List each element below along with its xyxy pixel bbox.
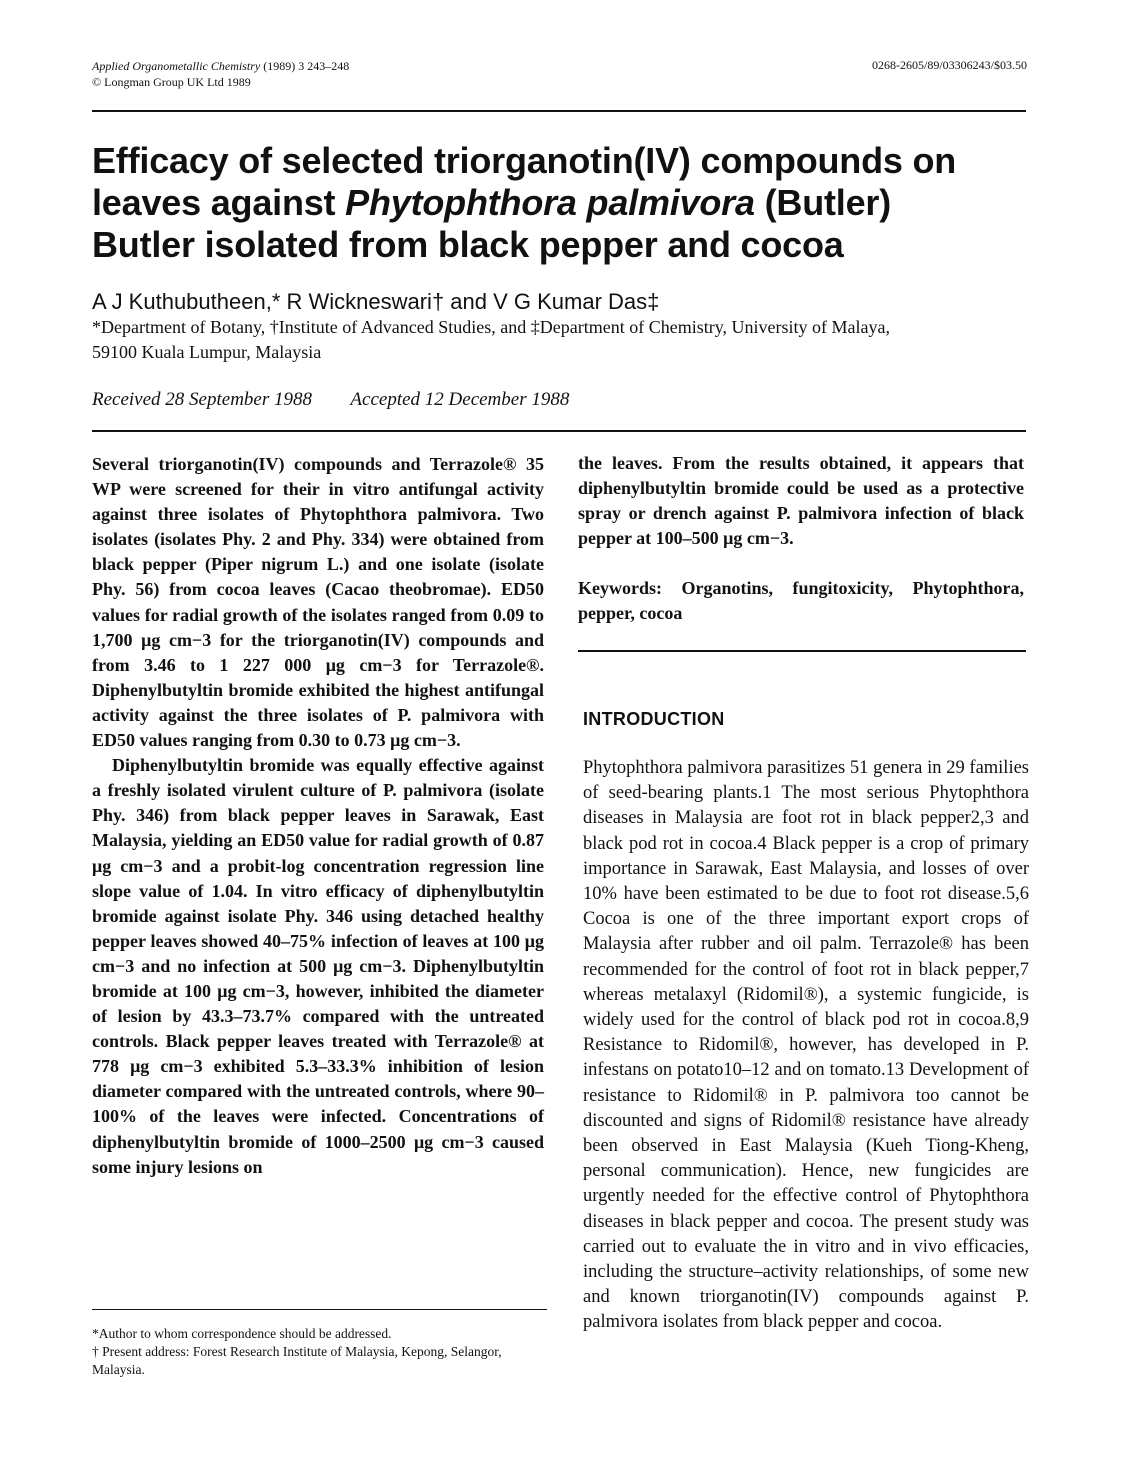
title-line-1: Efficacy of selected triorganotin(IV) compounds on bbox=[92, 140, 957, 181]
accepted-date: Accepted 12 December 1988 bbox=[350, 389, 570, 410]
received-date: Received 28 September 1988 bbox=[92, 389, 312, 410]
title-species: Phytophthora palmivora bbox=[345, 182, 755, 223]
author-list: A J Kuthubutheen,* R Wickneswari† and V G Kumar Das‡ bbox=[92, 289, 660, 314]
introduction-text bbox=[583, 756, 1029, 1336]
affiliations bbox=[92, 315, 1032, 365]
abstract-right-column bbox=[578, 451, 1024, 551]
affiliation-line-1: *Department of Botany, †Institute of Advanced Studies, and ‡Department of Chemistry, University of Malaya, bbox=[92, 317, 890, 337]
section-heading-introduction: INTRODUCTION bbox=[583, 709, 725, 729]
journal-citation: (1989) 3 243–248 bbox=[263, 59, 350, 73]
abstract-end-rule bbox=[578, 650, 1026, 652]
title-line-2-end: (Butler) bbox=[754, 182, 892, 223]
abstract-paragraph-2: Diphenylbutyltin bromide was equally effective against a freshly isolated virulent culture of P. palmivora (isolate Phy. 346) from black pepper leaves in Sarawak, East Malaysia, yielding an ED50 value for radial growth of 0.87 μg cm−3 and a probit-log concentration regression line slope value of 1.04. In vitro efficacy of diphenylbutyltin bromide against isolate Phy. 346 using detached healthy pepper leaves showed 40–75% infection of leaves at 100 μg cm−3 and no infection at 500 μg cm−3. Diphenylbutyltin bromide at 100 μg cm−3, however, inhibited the diameter of lesion by 43.3–73.7% compared with the untreated controls. Black pepper leaves treated with Terrazole® at 778 μg cm−3 exhibited 5.3–33.3% inhibition of lesion diameter compared with the untreated controls, where 90–100% of the leaves were infected. Concentrations of diphenylbutyltin bromide of 1000–2500 μg cm−3 caused some injury lesions on bbox=[92, 755, 544, 1177]
abstract-top-rule bbox=[92, 430, 1026, 432]
copyright-line: © Longman Group UK Ltd 1989 bbox=[92, 75, 251, 89]
introduction-paragraph: Phytophthora palmivora parasitizes 51 genera in 29 families of seed-bearing plants.1 The most serious Phytophthora diseases in Malaysia are foot rot in black pepper2,3 and black pod rot in cocoa.4 Black pepper is a crop of primary importance in Sarawak, East Malaysia, and losses of over 10% have been estimated to be due to foot rot disease.5,6 Cocoa is one of the three important export crops of Malaysia after rubber and oil palm. Terrazole® has been recommended for the control of foot rot in black pepper,7 whereas metalaxyl (Ridomil®), a systemic fungicide, is widely used for the control of black pod rot in cocoa.8,9 Resistance to Ridomil®, however, has developed in P. infestans on potato10–12 and on tomato.13 Development of resistance to Ridomil® in P. palmivora too cannot be discounted and signs of Ridomil® resistance have already been observed in East Malaysia (Kueh Tiong-Kheng, personal communication). Hence, new fungicides are urgently needed for the effective control of Phytophthora diseases in black pepper and cocoa. The present study was carried out to evaluate the in vitro and in vivo efficacies, including the structure–activity relationships, of some new and known triorganotin(IV) compounds against P. palmivora isolates from black pepper and cocoa. bbox=[583, 758, 1029, 1333]
footnote-present-address: † Present address: Forest Research Institute of Malaysia, Kepong, Selangor, Malaysia. bbox=[92, 1344, 502, 1377]
submission-dates bbox=[92, 389, 603, 411]
footnote-correspondence: *Author to whom correspondence should be addressed. bbox=[92, 1326, 392, 1341]
footnotes bbox=[92, 1325, 547, 1379]
title-line-3: Butler isolated from black pepper and cocoa bbox=[92, 224, 844, 265]
title-line-2 bbox=[92, 182, 1032, 224]
article-code: 0268-2605/89/03306243/$03.50 bbox=[872, 58, 1027, 72]
journal-name: Applied Organometallic Chemistry bbox=[92, 59, 261, 73]
abstract-paragraph-1: Several triorganotin(IV) compounds and Terrazole® 35 WP were screened for their in vitro antifungal activity against three isolates of Phytophthora palmivora. Two isolates (isolates Phy. 2 and Phy. 334) were obtained from black pepper (Piper nigrum L.) and one isolate (isolate Phy. 56) from cocoa leaves (Cacao theobromae). ED50 values for radial growth of the isolates ranged from 0.09 to 1,700 μg cm−3 for the triorganotin(IV) compounds and from 3.46 to 1 227 000 μg cm−3 for Terrazole®. Diphenylbutyltin bromide exhibited the highest antifungal activity against the three isolates of P. palmivora with ED50 values ranging from 0.30 to 0.73 μg cm−3. bbox=[92, 454, 544, 751]
abstract-paragraph-3: the leaves. From the results obtained, it appears that diphenylbutyltin bromide could be used as a protective spray or drench against P. palmivora infection of black pepper at 100–500 μg cm−3. bbox=[578, 453, 1024, 549]
article-title bbox=[92, 140, 1032, 266]
abstract-left-column bbox=[92, 452, 544, 1180]
title-line-2-start: leaves against bbox=[92, 182, 346, 223]
affiliation-line-2: 59100 Kuala Lumpur, Malaysia bbox=[92, 342, 322, 362]
keywords: Keywords: Organotins, fungitoxicity, Phytophthora, pepper, cocoa bbox=[578, 578, 1024, 623]
footnote-rule bbox=[92, 1309, 547, 1310]
header-rule bbox=[92, 110, 1026, 112]
running-header-left bbox=[92, 58, 349, 90]
